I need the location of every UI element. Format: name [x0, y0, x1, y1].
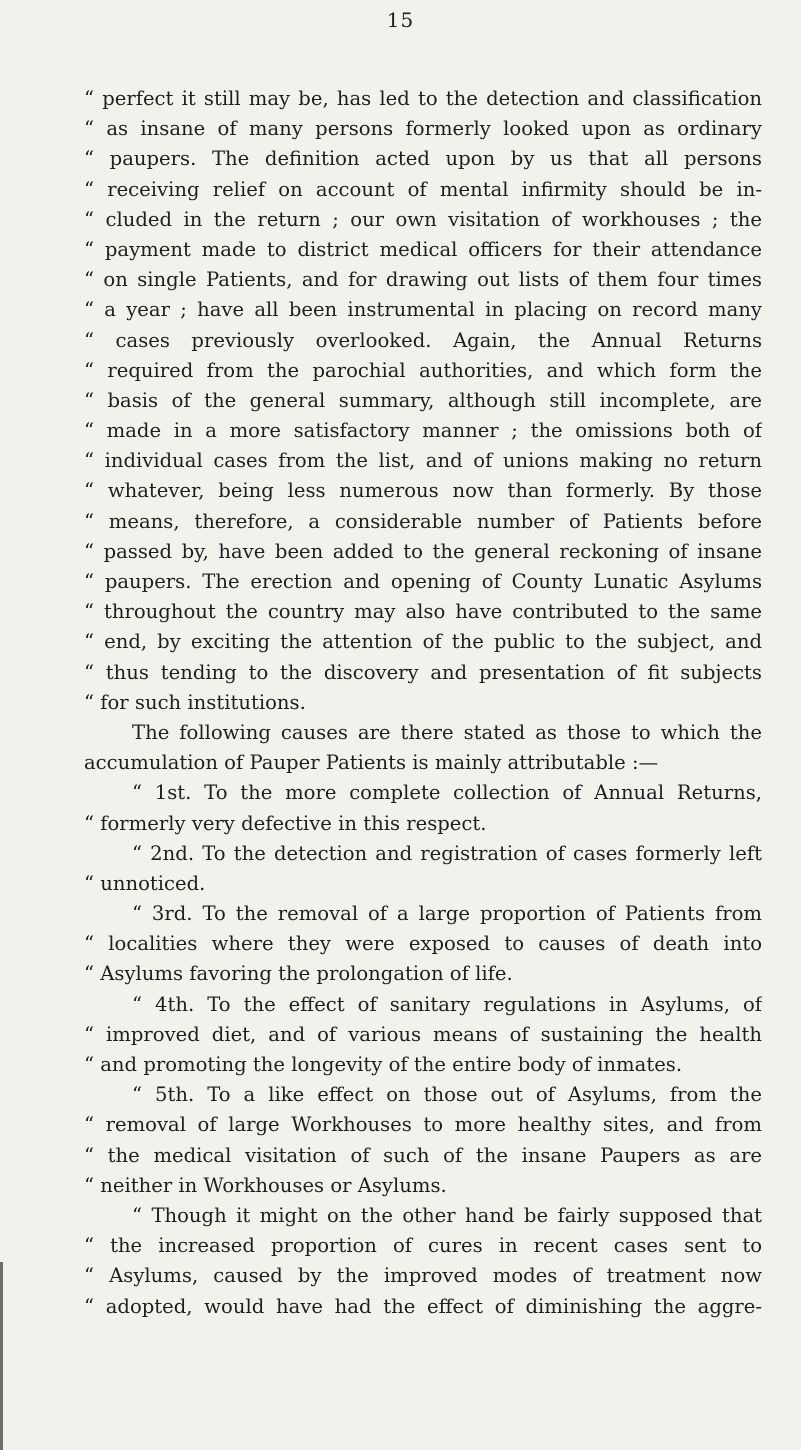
page-edge-shadow [0, 1262, 3, 1450]
text-line: “ cases previously overlooked. Again, the Annual Returns [84, 328, 762, 352]
text-line: “ the medical visitation of such of the insane Paupers as are [84, 1143, 762, 1167]
text-line: “ basis of the general summary, although still incomplete, are [84, 388, 762, 412]
text-line: “ passed by, have been added to the general reckoning of insane [84, 539, 762, 563]
text-line: “ means, therefore, a considerable number of Patients before [84, 509, 762, 533]
text-line: “ individual cases from the list, and of unions making no return [84, 449, 762, 473]
text-line: “ neither in Workhouses or Asylums. [84, 1173, 447, 1197]
text-line: “ and promoting the longevity of the entire body of inmates. [84, 1053, 683, 1076]
text-line: “ paupers. The definition acted upon by us that all persons [84, 147, 762, 171]
paragraph-start: The following causes are there stated as those to which the [132, 720, 762, 744]
text-line: “ unnoticed. [84, 871, 206, 895]
text-line: “ cluded in the return ; our own visitation of workhouses ; the [84, 207, 762, 231]
text-line: “ made in a more satisfactory manner ; the omissions both of [84, 419, 762, 443]
body-text [84, 84, 762, 1322]
text-line: “ paupers. The erection and opening of County Lunatic Asylums [84, 570, 762, 593]
text-line: “ the increased proportion of cures in recent cases sent to [84, 1234, 762, 1258]
text-line: “ receiving relief on account of mental infirmity should be in- [84, 177, 762, 201]
text-line: “ required from the parochial authorities, and which form the [84, 358, 762, 382]
text-line: “ Asylums, caused by the improved modes of treatment now [84, 1264, 762, 1288]
list-item-second: “ 2nd. To the detection and registration of cases formerly left [132, 841, 762, 865]
text-line: “ adopted, would have had the effect of diminishing the aggre- [84, 1294, 762, 1318]
list-item-fifth: “ 5th. To a like effect on those out of Asylums, from the [132, 1083, 762, 1107]
text-line: “ localities where they were exposed to causes of death into [84, 932, 762, 956]
text-line: “ throughout the country may also have contributed to the same [84, 600, 762, 624]
paragraph-start: “ Though it might on the other hand be fairly supposed that [132, 1203, 762, 1227]
text-line: “ as insane of many persons formerly looked upon as ordinary [84, 117, 762, 141]
text-line: “ thus tending to the discovery and presentation of fit subjects [84, 660, 762, 684]
text-line: “ improved diet, and of various means of sustaining the health [84, 1022, 762, 1046]
text-line: “ removal of large Workhouses to more healthy sites, and from [84, 1113, 762, 1137]
text-line: accumulation of Pauper Patients is mainly attributable :— [84, 751, 659, 775]
list-item-third: “ 3rd. To the removal of a large proportion of Patients from [132, 902, 762, 926]
text-line: “ payment made to district medical officers for their attendance [84, 237, 762, 261]
text-line: “ on single Patients, and for drawing out lists of them four times [84, 268, 762, 292]
list-item-fourth: “ 4th. To the effect of sanitary regulations in Asylums, of [132, 992, 762, 1016]
text-line: “ for such institutions. [84, 690, 306, 714]
text-line: “ perfect it still may be, has led to the detection and classification [84, 87, 762, 110]
list-item-first: “ 1st. To the more complete collection of Annual Returns, [132, 781, 762, 805]
text-line: “ whatever, being less numerous now than formerly. By those [84, 479, 762, 503]
text-line: “ end, by exciting the attention of the public to the subject, and [84, 630, 762, 654]
text-line: “ formerly very defective in this respect. [84, 811, 487, 835]
text-line: “ Asylums favoring the prolongation of life. [84, 962, 513, 986]
text-line: “ a year ; have all been instrumental in placing on record many [84, 298, 762, 322]
page-number: 15 [386, 8, 415, 32]
